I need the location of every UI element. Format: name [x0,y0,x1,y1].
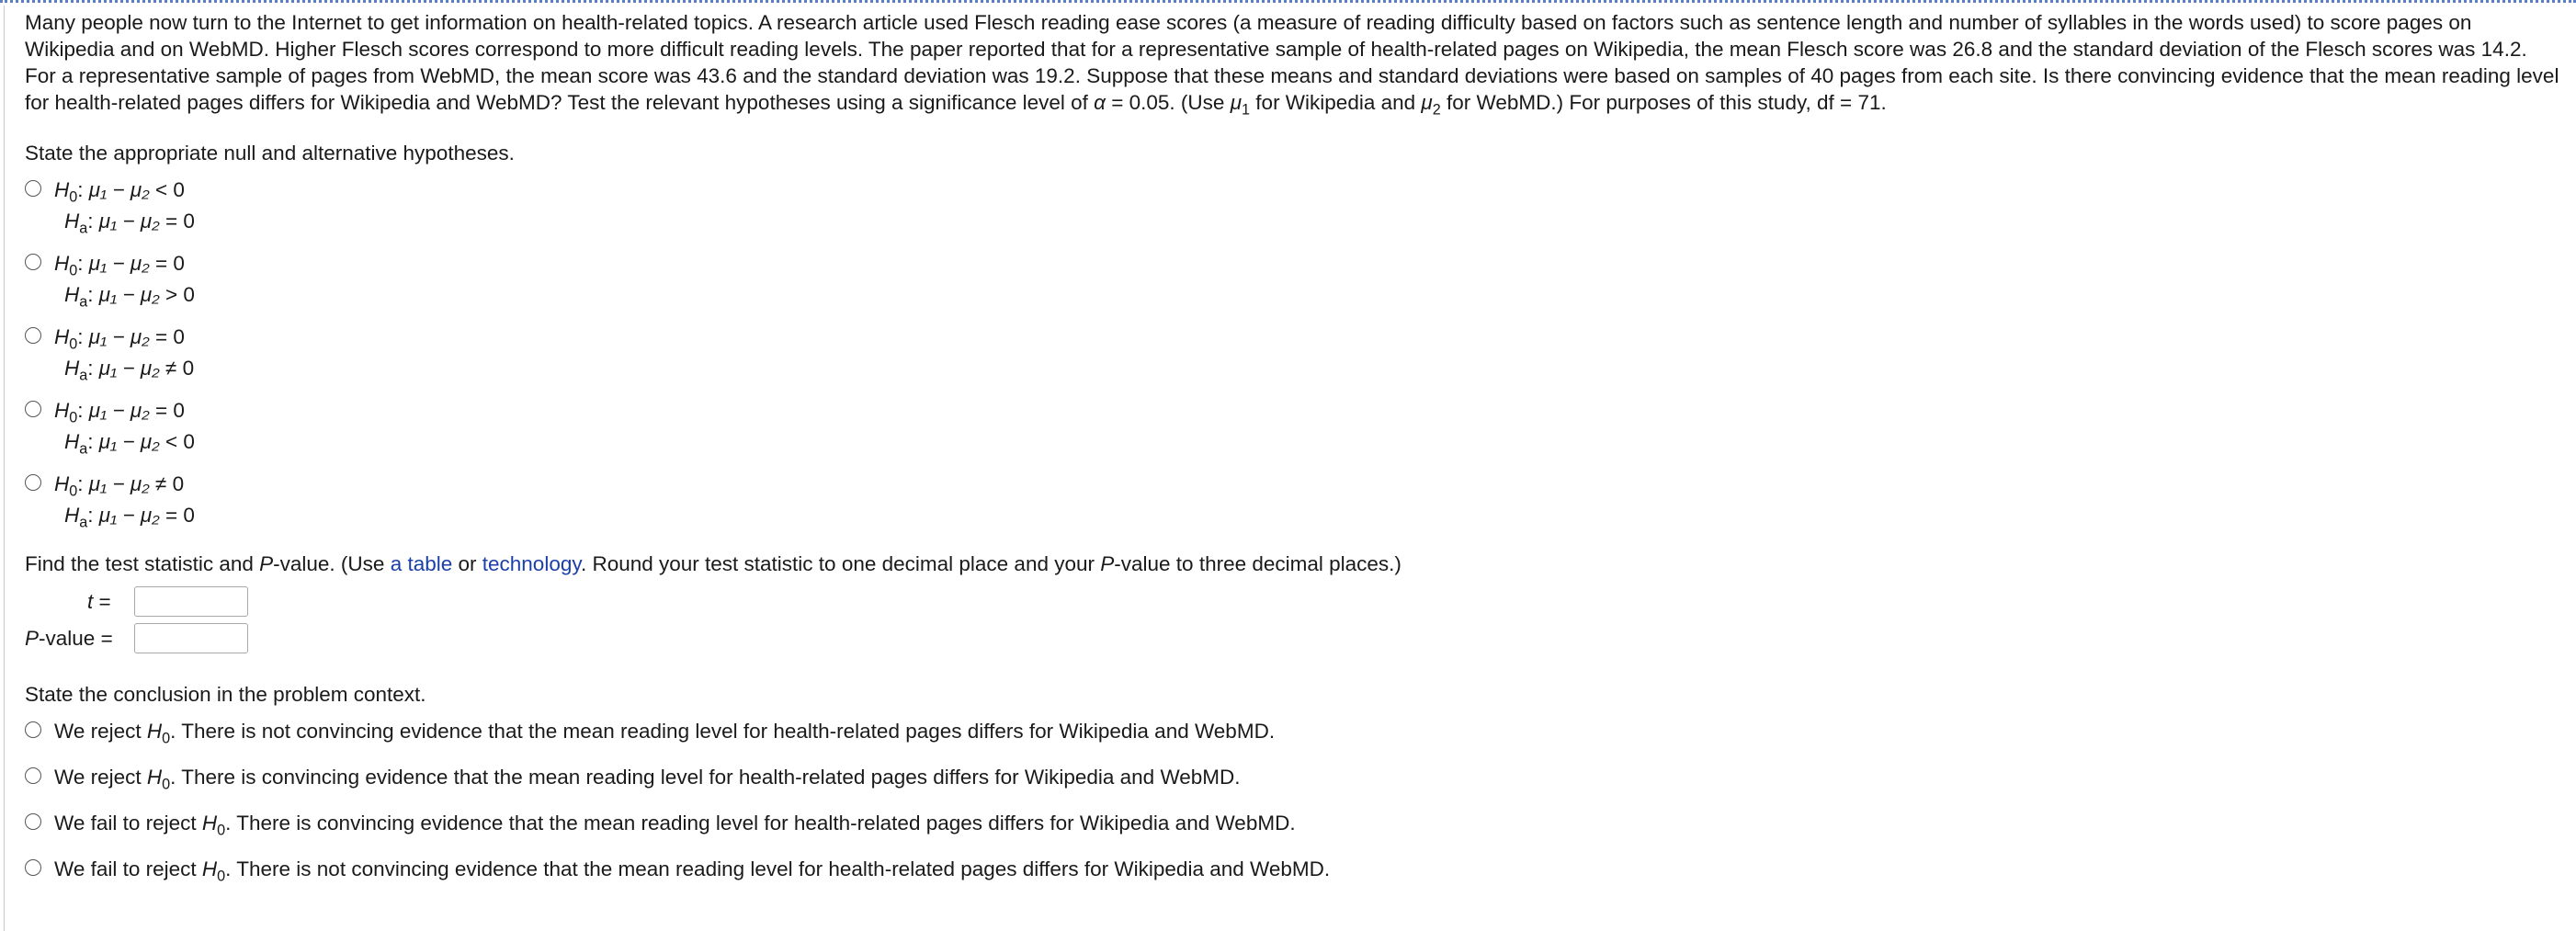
alternative-hypothesis: $H_a$: μ₁ − μ₂ = 0 [64,210,195,237]
alternative-hypothesis: $H_a$: μ₁ − μ₂ < 0 [64,430,195,458]
radio-button[interactable] [25,813,41,830]
radio-button[interactable] [25,180,41,197]
p-value-label: P-value = [25,627,113,650]
conclusion-text: We reject $H_0$. There is not convincing evidence that the mean reading level for health-related pages differs for Wikipedia and WebMD. [54,720,1276,747]
radio-button[interactable] [25,474,41,491]
radio-button[interactable] [25,721,41,738]
hypotheses-prompt: State the appropriate null and alternative hypotheses. [25,142,515,165]
conclusion-text: We fail to reject $H_0$. There is not convincing evidence that the mean reading level for health-related pages differs for Wikipedia and WebMD. [54,857,1331,885]
conclusion-text: We reject $H_0$. There is convincing evidence that the mean reading level for health-related pages differs for Wikipedia and WebMD. [54,766,1241,793]
null-hypothesis: $H_0$: μ₁ − μ₂ = 0 [54,325,185,353]
t-statistic-input[interactable] [134,586,248,617]
technology-link[interactable]: technology [482,552,581,575]
radio-button[interactable] [25,859,41,876]
p-value-input[interactable] [134,623,248,653]
radio-button[interactable] [25,254,41,270]
alternative-hypothesis: $H_a$: μ₁ − μ₂ > 0 [64,283,195,311]
radio-button[interactable] [25,327,41,344]
problem-statement: Many people now turn to the Internet to get information on health-related topics. A research article used Flesch reading ease scores (a measure of reading difficulty based on factors such as sentence length and number of syllables in the words used) to score pages on Wikipedia and on WebMD. Higher Flesch scores correspond to more difficult reading levels. The paper reported that for a representative sample of health-related pages on Wikipedia, the mean Flesch score was 26.8 and the standard deviation of the Flesch scores was 14.2. For a representative sample of pages from WebMD, the mean score was 43.6 and the standard deviation was 19.2. Suppose that these means and standard deviations were based on samples of 40 pages from each site. Is there convincing evidence that the mean reading level for health-related pages differs for Wikipedia and WebMD? Test the relevant hypotheses using a significance level of α = 0.05. (Use $\mu_1$ for Wikipedia and $\mu_2$ for WebMD.) For purposes of this study, df = 71. [25,11,2559,119]
radio-button[interactable] [25,767,41,784]
null-hypothesis: $H_0$: μ₁ − μ₂ = 0 [54,252,185,279]
conclusion-prompt: State the conclusion in the problem context. [25,683,426,706]
null-hypothesis: $H_0$: μ₁ − μ₂ ≠ 0 [54,472,185,500]
conclusion-text: We fail to reject $H_0$. There is convincing evidence that the mean reading level for health-related pages differs for Wikipedia and WebMD. [54,812,1296,839]
alternative-hypothesis: $H_a$: μ₁ − μ₂ ≠ 0 [64,357,195,384]
t-statistic-label: t = [87,590,111,613]
null-hypothesis: $H_0$: μ₁ − μ₂ < 0 [54,178,185,206]
radio-button[interactable] [25,401,41,417]
top-dotted-border [0,0,2576,3]
question-content [25,9,2561,119]
table-link[interactable]: a table [390,552,453,575]
left-border [4,6,5,931]
alternative-hypothesis: $H_a$: μ₁ − μ₂ = 0 [64,504,195,531]
test-statistic-prompt: Find the test statistic and P-value. (Use a table or technology. Round your test statistic to one decimal place and your P-value to three decimal places.) [25,552,1401,575]
null-hypothesis: $H_0$: μ₁ − μ₂ = 0 [54,399,185,426]
